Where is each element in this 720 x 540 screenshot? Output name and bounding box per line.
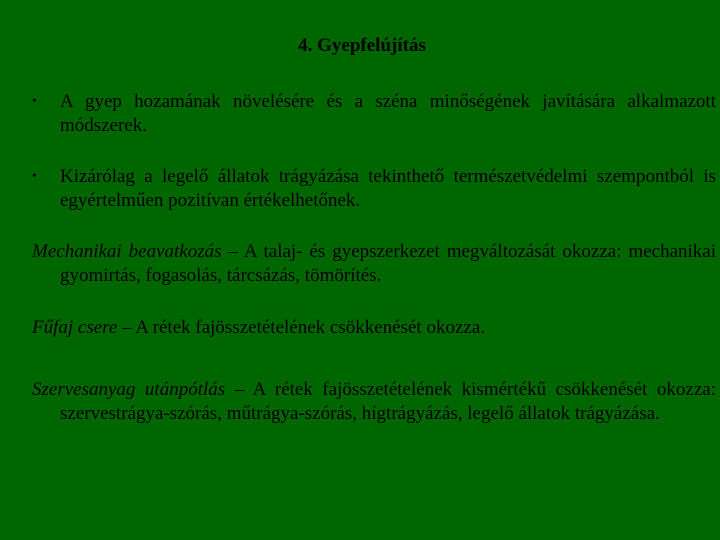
bullet-item (32, 90, 716, 138)
method-description: A rétek fajösszetételének kismértékű csökkenését okozza: szervestrágya-szórás, műtrágya-szórás, hígtrágyázás, legelő állatok trágyázása. (60, 379, 716, 424)
method-term: Mechanikai beavatkozás (32, 241, 222, 262)
method-dash: – (117, 317, 136, 338)
method-term: Szervesanyag utánpótlás (32, 379, 226, 400)
bullet-icon: • (32, 169, 37, 184)
bullet-icon: • (32, 94, 37, 109)
method-paragraph (32, 240, 716, 288)
method-paragraph (32, 316, 716, 340)
method-paragraph (32, 378, 716, 426)
method-dash: – (225, 379, 253, 400)
method-term: Fűfaj csere (32, 317, 118, 338)
method-description: A talaj- és gyepszerkezet megváltozását okozza: mechanikai gyomirtás, fogasolás, tárcsázás, tömörítés. (60, 241, 716, 286)
method-description: A rétek fajösszetételének csökkenését okozza. (135, 317, 486, 338)
bullet-item (32, 165, 716, 213)
bullet-text: A gyep hozamának növelésére és a széna minőségének javítására alkalmazott módszerek. (60, 91, 716, 136)
method-dash: – (221, 241, 244, 262)
bullet-text: Kizárólag a legelő állatok trágyázása tekinthető természetvédelmi szempontból is egyértelműen pozitívan értékelhetőnek. (60, 166, 716, 211)
slide-title: 4. Gyepfelújítás (298, 35, 426, 56)
